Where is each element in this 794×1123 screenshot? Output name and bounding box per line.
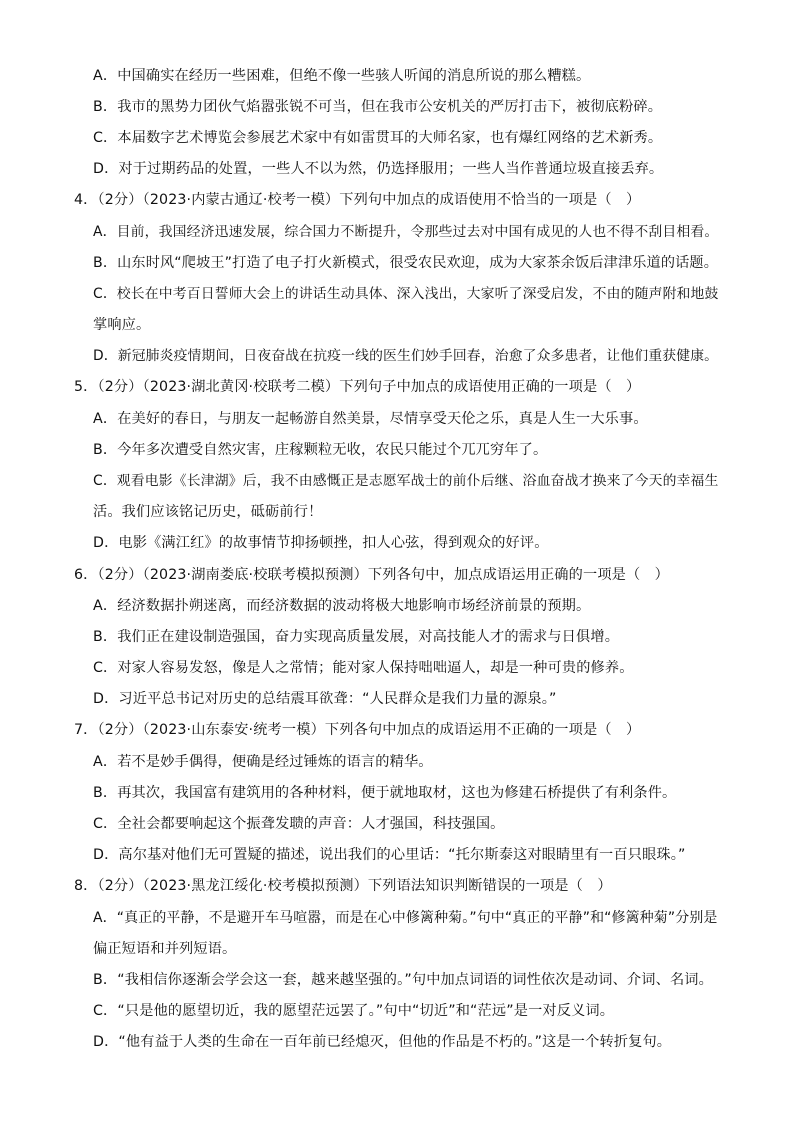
option-line: D．“他有益于人类的生命在一百年前已经熄灭，但他的作品是不朽的。”这是一个转折复句。 bbox=[93, 1034, 672, 1050]
question-stem: 7．（2分）（2023·山东泰安·统考一模）下列各句中加点的成语运用不正确的一项是（ ） bbox=[74, 722, 641, 738]
option-line: B．再其次，我国富有建筑用的各种材料，便于就地取材，这也为修建石桥提供了有利条件。 bbox=[93, 785, 677, 801]
question-stem: 6．（2分）（2023·湖南娄底·校联考模拟预测）下列各句中，加点成语运用正确的一项是（ ） bbox=[74, 567, 670, 583]
option-line: B．我们正在建设制造强国，奋力实现高质量发展，对高技能人才的需求与日俱增。 bbox=[93, 629, 620, 645]
option-line-continued: 偏正短语和并列短语。 bbox=[93, 941, 237, 957]
option-line: B．山东时风“爬坡王”打造了电子打火新模式，很受农民欢迎，成为大家茶余饭后津津乐道的话题。 bbox=[93, 255, 719, 271]
option-line-continued: 活。我们应该铭记历史，砥砺前行！ bbox=[93, 504, 323, 520]
option-line: A．“真正的平静，不是避开车马喧嚣，而是在心中修篱种菊。”句中“真正的平静”和“修篱种菊”分别是 bbox=[93, 910, 718, 926]
option-line: A．目前，我国经济迅速发展，综合国力不断提升，令那些过去对中国有成见的人也不得不刮目相看。 bbox=[93, 224, 719, 240]
option-line: C．对家人容易发怒，像是人之常情；能对家人保持咄咄逼人，却是一种可贵的修养。 bbox=[93, 660, 634, 676]
option-line: D．高尔基对他们无可置疑的描述，说出我们的心里话：“托尔斯泰这对眼睛里有一百只眼珠。” bbox=[93, 847, 686, 863]
option-line: C．校长在中考百日誓师大会上的讲话生动具体、深入浅出，大家听了深受启发，不由的随声附和地鼓 bbox=[93, 286, 719, 302]
option-line: C．“只是他的愿望切近，我的愿望茫远罢了。”句中“切近”和“茫远”是一对反义词。 bbox=[93, 1003, 615, 1019]
question-stem: 8．（2分）（2023·黑龙江绥化·校考模拟预测）下列语法知识判断错误的一项是（ ） bbox=[74, 878, 612, 894]
option-line: C．全社会都要响起这个振聋发聩的声音：人才强国，科技强国。 bbox=[93, 816, 505, 832]
option-line: B．今年多次遭受自然灾害，庄稼颗粒无收，农民只能过个兀兀穷年了。 bbox=[93, 442, 548, 458]
option-line: D．习近平总书记对历史的总结震耳欲聋：“人民群众是我们力量的源泉。” bbox=[93, 691, 557, 707]
option-line-continued: 掌响应。 bbox=[93, 317, 151, 333]
option-line: D．电影《满江红》的故事情节抑扬顿挫，扣人心弦，得到观众的好评。 bbox=[93, 535, 549, 551]
question-stem: 4．（2分）（2023·内蒙古通辽·校考一模）下列句中加点的成语使用不恰当的一项是（ ） bbox=[74, 192, 641, 208]
prev-option-d: D．对于过期药品的处置，一些人不以为然，仍选择服用；一些人当作普通垃圾直接丢弃。 bbox=[93, 161, 664, 177]
prev-option-c: C．本届数字艺术博览会参展艺术家中有如雷贯耳的大师名家，也有爆红网络的艺术新秀。 bbox=[93, 130, 663, 146]
question-stem: 5．（2分）（2023·湖北黄冈·校联考二模）下列句子中加点的成语使用正确的一项是（ ） bbox=[74, 379, 641, 395]
option-line: D．新冠肺炎疫情期间，日夜奋战在抗疫一线的医生们妙手回春，治愈了众多患者，让他们重获健康。 bbox=[93, 348, 719, 364]
option-line: A．若不是妙手偶得，便确是经过锤炼的语言的精华。 bbox=[93, 754, 433, 770]
option-line: B．“我相信你逐渐会学会这一套，越来越坚强的。”句中加点词语的词性依次是动词、介词、名词。 bbox=[93, 972, 713, 988]
option-line: A．经济数据扑朔迷离，而经济数据的波动将极大地影响市场经济前景的预期。 bbox=[93, 598, 591, 614]
option-line: A．在美好的春日，与朋友一起畅游自然美景，尽情享受天伦之乐，真是人生一大乐事。 bbox=[93, 411, 648, 427]
prev-option-a: A．中国确实在经历一些困难，但绝不像一些骇人听闻的消息所说的那么糟糕。 bbox=[93, 68, 591, 84]
option-line: C．观看电影《长津湖》后，我不由感慨正是志愿军战士的前仆后继、浴血奋战才换来了今天的幸福生 bbox=[93, 473, 719, 489]
prev-option-b: B．我市的黑势力团伙气焰嚣张锐不可当，但在我市公安机关的严厉打击下，被彻底粉碎。 bbox=[93, 99, 663, 115]
